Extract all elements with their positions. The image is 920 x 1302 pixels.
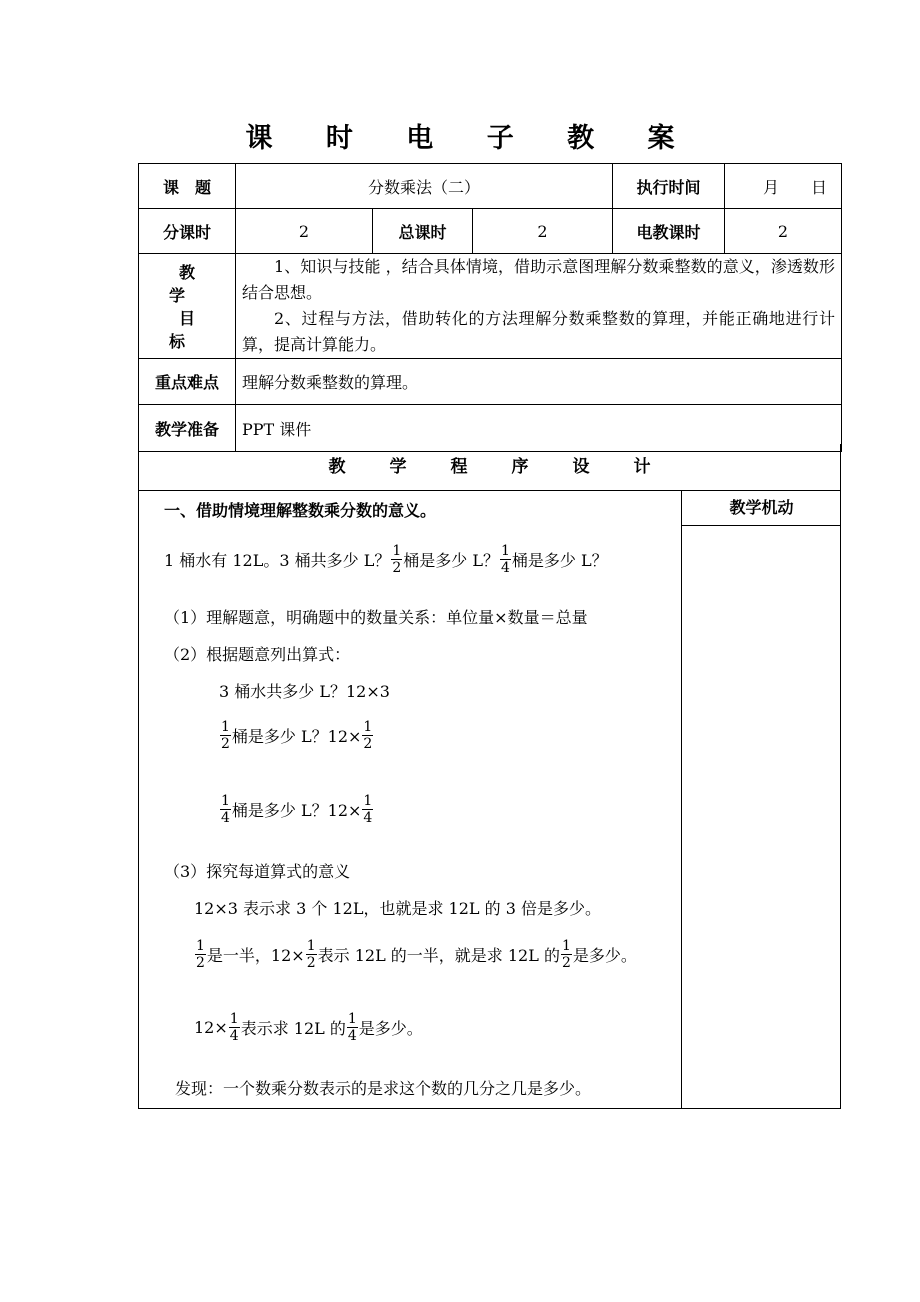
preparation-value: PPT 课件 bbox=[236, 405, 842, 452]
problem-line bbox=[164, 543, 608, 576]
fraction-denominator: 4 bbox=[363, 810, 373, 826]
meaning-3-part1: 12× bbox=[194, 1018, 228, 1037]
topic-value: 分数乘法（二） bbox=[236, 164, 613, 209]
fraction-denominator: 2 bbox=[221, 736, 230, 752]
formula-1: 3 桶水共多少 L？12×3 bbox=[219, 682, 390, 701]
meaning-2 bbox=[194, 938, 637, 971]
problem-part2: 桶是多少 L？ bbox=[403, 551, 499, 570]
fraction-quarter bbox=[362, 793, 373, 826]
step-3: （3）探究每道算式的意义 bbox=[164, 862, 351, 881]
meaning-3-part3: 是多少。 bbox=[358, 1019, 423, 1038]
fraction-quarter bbox=[220, 793, 231, 826]
fraction-numerator: 1 bbox=[363, 719, 373, 735]
formula-2-text: 桶是多少 L？12× bbox=[231, 727, 362, 746]
preparation-label: 教学准备 bbox=[139, 405, 236, 452]
formula-3 bbox=[219, 793, 374, 826]
meaning-2-part3: 是多少。 bbox=[572, 946, 637, 965]
goals-label-line2: 目 标 bbox=[168, 309, 215, 351]
fraction-numerator: 1 bbox=[363, 793, 373, 809]
fraction-numerator: 1 bbox=[221, 719, 230, 735]
meaning-2-part2: 表示 12L 的一半，就是求 12L 的 bbox=[317, 946, 560, 965]
exec-time-label: 执行时间 bbox=[613, 164, 725, 209]
fraction-numerator: 1 bbox=[196, 938, 205, 954]
conclusion: 发现：一个数乘分数表示的是求这个数的几分之几是多少。 bbox=[175, 1079, 592, 1098]
procedure-heading: 一、借助情境理解整数乘分数的意义。 bbox=[164, 501, 437, 520]
total-lesson-value: 2 bbox=[473, 209, 613, 254]
fraction-denominator: 2 bbox=[306, 955, 316, 971]
step-2: （2）根据题意列出算式： bbox=[164, 645, 351, 664]
topic-label: 课 题 bbox=[139, 164, 236, 209]
goals-label-line1: 教 学 bbox=[168, 263, 215, 305]
fraction-numerator: 1 bbox=[392, 543, 402, 559]
fraction-denominator: 4 bbox=[347, 1028, 357, 1044]
meaning-2-part1: 是一半，12× bbox=[206, 946, 305, 965]
goal-1: 1、知识与技能 ，结合具体情境，借助示意图理解分数乘整数的意义，渗透数形结合思想。 bbox=[242, 257, 835, 302]
sub-lesson-value: 2 bbox=[236, 209, 373, 254]
formula-2 bbox=[219, 719, 374, 752]
fraction-denominator: 4 bbox=[229, 1028, 239, 1044]
fraction-denominator: 2 bbox=[363, 736, 373, 752]
goals-label bbox=[139, 254, 236, 359]
fraction-numerator: 1 bbox=[561, 938, 571, 954]
fraction-denominator: 2 bbox=[561, 955, 571, 971]
total-lesson-label: 总课时 bbox=[373, 209, 473, 254]
formula-3-text: 桶是多少 L？12× bbox=[231, 801, 362, 820]
fraction-denominator: 2 bbox=[196, 955, 205, 971]
fraction-quarter bbox=[500, 543, 511, 576]
goals-content bbox=[236, 254, 842, 359]
procedure-header: 教学程序设计 bbox=[138, 444, 841, 491]
fraction-numerator: 1 bbox=[221, 793, 230, 809]
fraction-half bbox=[306, 938, 317, 971]
side-column bbox=[681, 491, 841, 1108]
lesson-info-table bbox=[138, 163, 842, 452]
fraction-numerator: 1 bbox=[229, 1011, 239, 1027]
page-title: 课 时 电 子 教 案 bbox=[245, 123, 697, 154]
meaning-3 bbox=[194, 1011, 423, 1044]
fraction-half bbox=[561, 938, 572, 971]
goal-2: 2、过程与方法，借助转化的方法理解分数乘整数的算理，并能正确地进行计算，提高计算能力。 bbox=[242, 309, 835, 354]
problem-part1: 1 桶水有 12L。3 桶共多少 L？ bbox=[164, 551, 391, 570]
meaning-1: 12×3 表示求 3 个 12L，也就是求 12L 的 3 倍是多少。 bbox=[194, 899, 601, 918]
fraction-quarter bbox=[229, 1011, 240, 1044]
key-points-label: 重点难点 bbox=[139, 359, 236, 405]
sub-lesson-label: 分课时 bbox=[139, 209, 236, 254]
side-column-header: 教学机动 bbox=[682, 491, 841, 526]
fraction-numerator: 1 bbox=[500, 543, 510, 559]
procedure-body bbox=[138, 490, 841, 1109]
fraction-quarter bbox=[347, 1011, 358, 1044]
fraction-denominator: 4 bbox=[500, 560, 510, 576]
fraction-numerator: 1 bbox=[347, 1011, 357, 1027]
problem-part3: 桶是多少 L？ bbox=[511, 551, 608, 570]
fraction-half bbox=[391, 543, 402, 576]
step-1: （1）理解题意，明确题中的数量关系：单位量×数量＝总量 bbox=[164, 608, 588, 627]
e-lesson-value: 2 bbox=[725, 209, 842, 254]
key-points-value: 理解分数乘整数的算理。 bbox=[236, 359, 842, 405]
fraction-half bbox=[220, 719, 231, 752]
fraction-denominator: 4 bbox=[221, 810, 230, 826]
fraction-denominator: 2 bbox=[392, 560, 402, 576]
meaning-3-part2: 表示求 12L 的 bbox=[240, 1019, 346, 1038]
fraction-half bbox=[195, 938, 206, 971]
exec-time-value: 月 日 bbox=[725, 164, 842, 209]
fraction-half bbox=[362, 719, 373, 752]
fraction-numerator: 1 bbox=[306, 938, 316, 954]
e-lesson-label: 电教课时 bbox=[613, 209, 725, 254]
